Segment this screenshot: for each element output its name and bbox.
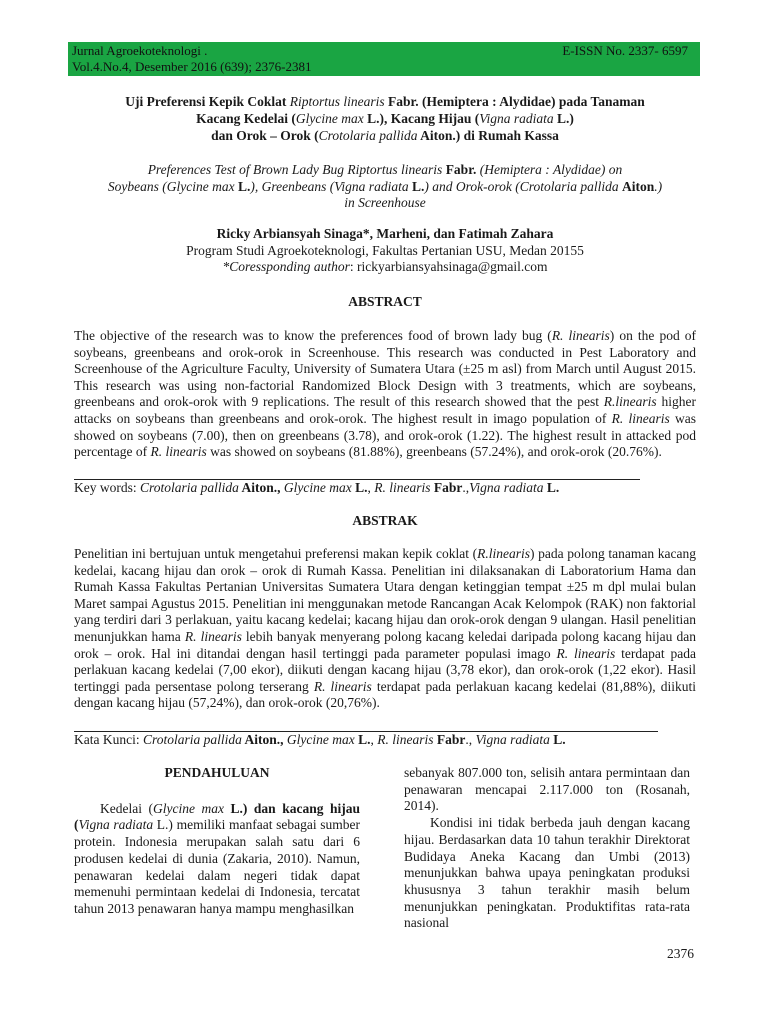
journal-name: Jurnal Agroekoteknologi . — [72, 43, 208, 58]
pendahuluan-heading: PENDAHULUAN — [164, 765, 270, 780]
intro-paragraph-2: sebanyak 807.000 ton, selisih antara permintaan dan penawaran mencapai 2.117.000 ton (Rosanah, 2014). — [404, 765, 690, 814]
journal-volume: Vol.4.No.4, Desember 2016 (639); 2376-2381 — [72, 59, 312, 74]
english-title: Preferences Test of Brown Lady Bug Riptortus linearis Fabr. (Hemiptera : Alydidae) on Soybeans (Glycine max L.), Greenbeans (Vigna radiata L.) and Orok-orok (Crotolaria pallida Aiton.) in Screenhouse — [107, 162, 663, 210]
journal-issn: E-ISSN No. 2337- 6597 — [562, 43, 688, 58]
abstract-keywords: Key words: Crotolaria pallida Aiton., Glycine max L., R. linearis Fabr.,Vigna radiata L. — [74, 480, 560, 495]
author-email: : rickyarbiansyahsinaga@gmail.com — [349, 259, 548, 274]
intro-paragraph-1: Kedelai (Glycine max L.) dan kacang hijau (Vigna radiata L.) memiliki manfaat sebagai sumber protein. Indonesia merupakan salah satu dari 6 produsen kedelai di dunia (Zakaria, 2010). Namun, penawaran kedelai dalam negeri tidak dapat memenuhi permintaan kedelai di Indonesia, tercatat tahun 2013 penawaran hanya mampu menghasilkan — [74, 800, 360, 916]
paper-title: Uji Preferensi Kepik Coklat Riptortus linearis Fabr. (Hemiptera : Alydidae) pada Tanaman Kacang Kedelai (Glycine max L.), Kacang Hijau (Vigna radiata L.) dan Orok – Orok (Crotolaria pallida Aiton.) di Rumah Kassa — [125, 94, 645, 143]
author-block — [70, 226, 700, 276]
abstrak-text: Penelitian ini bertujuan untuk mengetahui preferensi makan kepik coklat (R.linearis) pada polong tanaman kacang kedelai, kacang hijau dan orok – orok di Rumah Kassa. Penelitian ini dilaksanakan di Laboratorium Hama dan Rumah Kassa Fakultas Pertanian Universitas Sumatera Utara dengan ketinggian tempat ±25 m dpl mulai bulan Maret sampai Agustus 2015. Penelitian ini menggunakan metode Rancangan Acak Kelompok (RAK) non faktorial yang terdiri dari 3 perlakuan, yaitu kacang kedelai; kacang hijau dan orok-orok dengan 9 ulangan. Hasil penelitian menunjukkan hama R. linearis lebih banyak menyerang polong kacang keledai daripada polong kacang hijau dan orok – orok. Hal ini ditandai dengan hasil tertinggi pada parameter populasi imago R. linearis terdapat pada perlakuan kacang kedelai (7,00 ekor), diikuti dengan kacang hijau (3,78 ekor), dan orok-orok (1,22 ekor). Hasil tertinggi pada persentase polong terserang R. linearis terdapat pada perlakuan kacang kedelai (81,88%), diikuti dengan kacang hijau (57,24%), dan orok-orok (20,76%). — [74, 546, 697, 711]
intro-left-column — [74, 765, 360, 918]
abstrak-heading: ABSTRAK — [352, 513, 418, 528]
abstract-heading: ABSTRACT — [348, 294, 422, 309]
intro-paragraph-3: Kondisi ini tidak berbeda jauh dengan kacang hijau. Berdasarkan data 10 tahun terakhir Direktorat Budidaya Aneka Kacang dan Umbi (2013) menunjukkan bahwa upaya peningkatan produksi khususnya 3 tahun terakhir masih belum menunjukkan peningkatan. Produktifitas rata-rata nasional — [404, 815, 690, 931]
abstrak-keywords: Kata Kunci: Crotolaria pallida Aiton., Glycine max L., R. linearis Fabr., Vigna radiata L. — [74, 732, 566, 747]
author-affiliation: Program Studi Agroekoteknologi, Fakultas Pertanian USU, Medan 20155 — [186, 242, 584, 258]
abstract-text: The objective of the research was to know the preferences food of brown lady bug (R. linearis) on the pod of soybeans, greenbeans and orok-orok in Screenhouse. This research was conducted in Pest Laboratory and Screenhouse of the Agriculture Faculty, University of Sumatera Utara (±25 m asl) from March until August 2015. This research was using non-factorial Randomized Block Design with 3 treatments, which are soybeans, greenbeans and orok-orok with 9 replications. The result of this research showed that the pest R.linearis higher attacks on soybeans than greenbeans and orok-orok. The highest result in imago population of R. linearis was showed on soybeans (7.00), then on greenbeans (3.78), and orok-orok (1.22). The highest result in attacked pod percentage of R. linearis was showed on soybeans (81.88%), greenbeans (57.24%), and orok-orok (20.76%). — [74, 328, 697, 460]
intro-right-column — [404, 765, 690, 932]
page-number: 2376 — [667, 946, 694, 961]
author-names: Ricky Arbiansyah Sinaga*, Marheni, dan Fatimah Zahara — [216, 226, 554, 241]
journal-header-bar — [68, 42, 700, 76]
corresponding-author: *Coressponding author: rickyarbiansyahsinaga@gmail.com — [222, 259, 548, 274]
